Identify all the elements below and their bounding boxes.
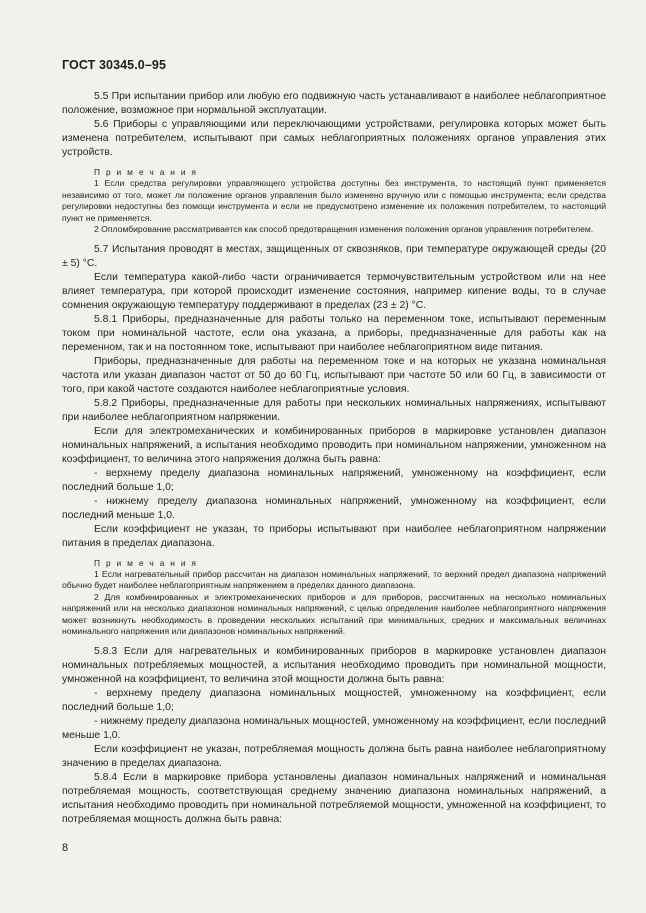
clause-5-7: 5.7 Испытания проводят в местах, защищенных от сквозняков, при температуре окружающей среды (20 ± 5) °C. — [62, 243, 606, 269]
note-1-2: 2 Опломбирование рассматривается как способ предотвращения изменения положения органов управления потребителем. — [94, 224, 594, 234]
clause-5-8-3: 5.8.3 Если для нагревательных и комбинированных приборов в маркировке установлен диапазон номинальных потребляемых мощностей, а испытания необходимо проводить при номинальной мощности, умноженной на коэффициент, то величина этой мощности должна быть равна: — [62, 645, 606, 685]
clause-5-8-2: 5.8.2 Приборы, предназначенные для работы при нескольких номинальных напряжениях, испытывают при наиболее неблагоприятном напряжении. — [62, 397, 606, 423]
clause-5-8-1-frequency: Приборы, предназначенные для работы на переменном токе и на которых не указана номинальная частота или указан диапазон частот от 50 до 60 Гц, испытывают при частоте 50 или 60 Гц, в зависимости от того, при какой частоте создаются наиболее неблагоприятные условия. — [62, 355, 606, 395]
note-2-2: 2 Для комбинированных и электромеханических приборов и для приборов, рассчитанных на несколько номинальных напряжений или на несколько диапазонов номинальных напряжений, с целью определения наиболее неблагоприятного напряжения может возникнуть необходимость в проведении нескольких испытаний при минимальных, средних и максимальных величинах номинального напряжения или диапазонов номинальных напряжений. — [62, 591, 606, 636]
clause-5-6: 5.6 Приборы с управляющими или переключающими устройствами, регулировка которых может быть изменена потребителем, испытывают при самых неблагоприятных положениях органов управления этих устройств. — [62, 119, 606, 158]
note-1-1: 1 Если средства регулировки управляющего устройства доступны без инструмента, то настоящий пункт применяется независимо от того, может ли положение органов управления было изменено вручную или с помощью инструмента; если средства регулировки недоступны без помощи инструмента и если не предусмотрено изменение их положения потребителем, то настоящий пункт не применяется. — [62, 178, 606, 223]
note-2-1: 1 Если нагревательный прибор рассчитан на диапазон номинальных напряжений, то верхний предел диапазона напряжений обычно будет наиболее неблагоприятным напряжением в пределах данного диапазона. — [62, 568, 606, 590]
list-item-lower-power: - нижнему пределу диапазона номинальных мощностей, умноженному на коэффициент, если последний меньше 1,0. — [62, 715, 606, 741]
document-code-header: ГОСТ 30345.0–95 — [62, 58, 167, 72]
clause-5-8-3-no-factor: Если коэффициент не указан, потребляемая мощность должна быть равна наиболее неблагоприятному значению в пределах диапазона. — [62, 743, 606, 769]
clause-5-8-2-no-factor: Если коэффициент не указан, то приборы испытывают при наиболее неблагоприятном напряжении питания в пределах диапазона. — [62, 523, 606, 549]
list-item-lower-voltage: - нижнему пределу диапазона номинальных напряжений, умноженному на коэффициент, если последний меньше 1,0. — [62, 495, 606, 521]
document-body — [62, 90, 606, 827]
list-item-upper-power: - верхнему пределу диапазона номинальных мощностей, умноженному на коэффициент, если последний больше 1,0; — [62, 687, 606, 713]
clause-5-7-temperature: Если температура какой-либо части ограничивается термочувствительным устройством или на нее влияет температура, при которой происходит изменение состояния, например кипение воды, то в случае сомнения окружающую температуру поддерживают в пределах (23 ± 2) °C. — [62, 271, 606, 311]
clause-5-8-1: 5.8.1 Приборы, предназначенные для работы только на переменном токе, испытывают переменным током при номинальной частоте, если она указана, а приборы, предназначенные для работы как на переменном, так и на постоянном токе, испытывают при наиболее неблагоприятном виде питания. — [62, 313, 606, 353]
notes-heading-2: П р и м е ч а н и я — [94, 557, 198, 568]
clause-5-8-4: 5.8.4 Если в маркировке прибора установлены диапазон номинальных напряжений и номинальная потребляемая мощность, соответствующая среднему значению диапазона номинальных напряжений, а испытания необходимо проводить при номинальной потребляемой мощности, умноженной на коэффициент, то потребляемая мощность должна быть равна: — [62, 771, 606, 825]
list-item-upper-voltage: - верхнему пределу диапазона номинальных напряжений, умноженному на коэффициент, если последний больше 1,0; — [62, 467, 606, 493]
notes-heading-1: П р и м е ч а н и я — [94, 167, 198, 177]
clause-5-8-2-range: Если для электромеханических и комбинированных приборов в маркировке установлен диапазон номинальных напряжений, а испытания необходимо проводить при номинальном напряжении, умноженном на коэффициент, то величина этого напряжения должна быть равна: — [62, 425, 606, 465]
page-number: 8 — [62, 842, 69, 854]
clause-5-5: 5.5 При испытании прибор или любую его подвижную часть устанавливают в наиболее неблагоприятное положение, возможное при нормальной эксплуатации. — [62, 91, 606, 116]
